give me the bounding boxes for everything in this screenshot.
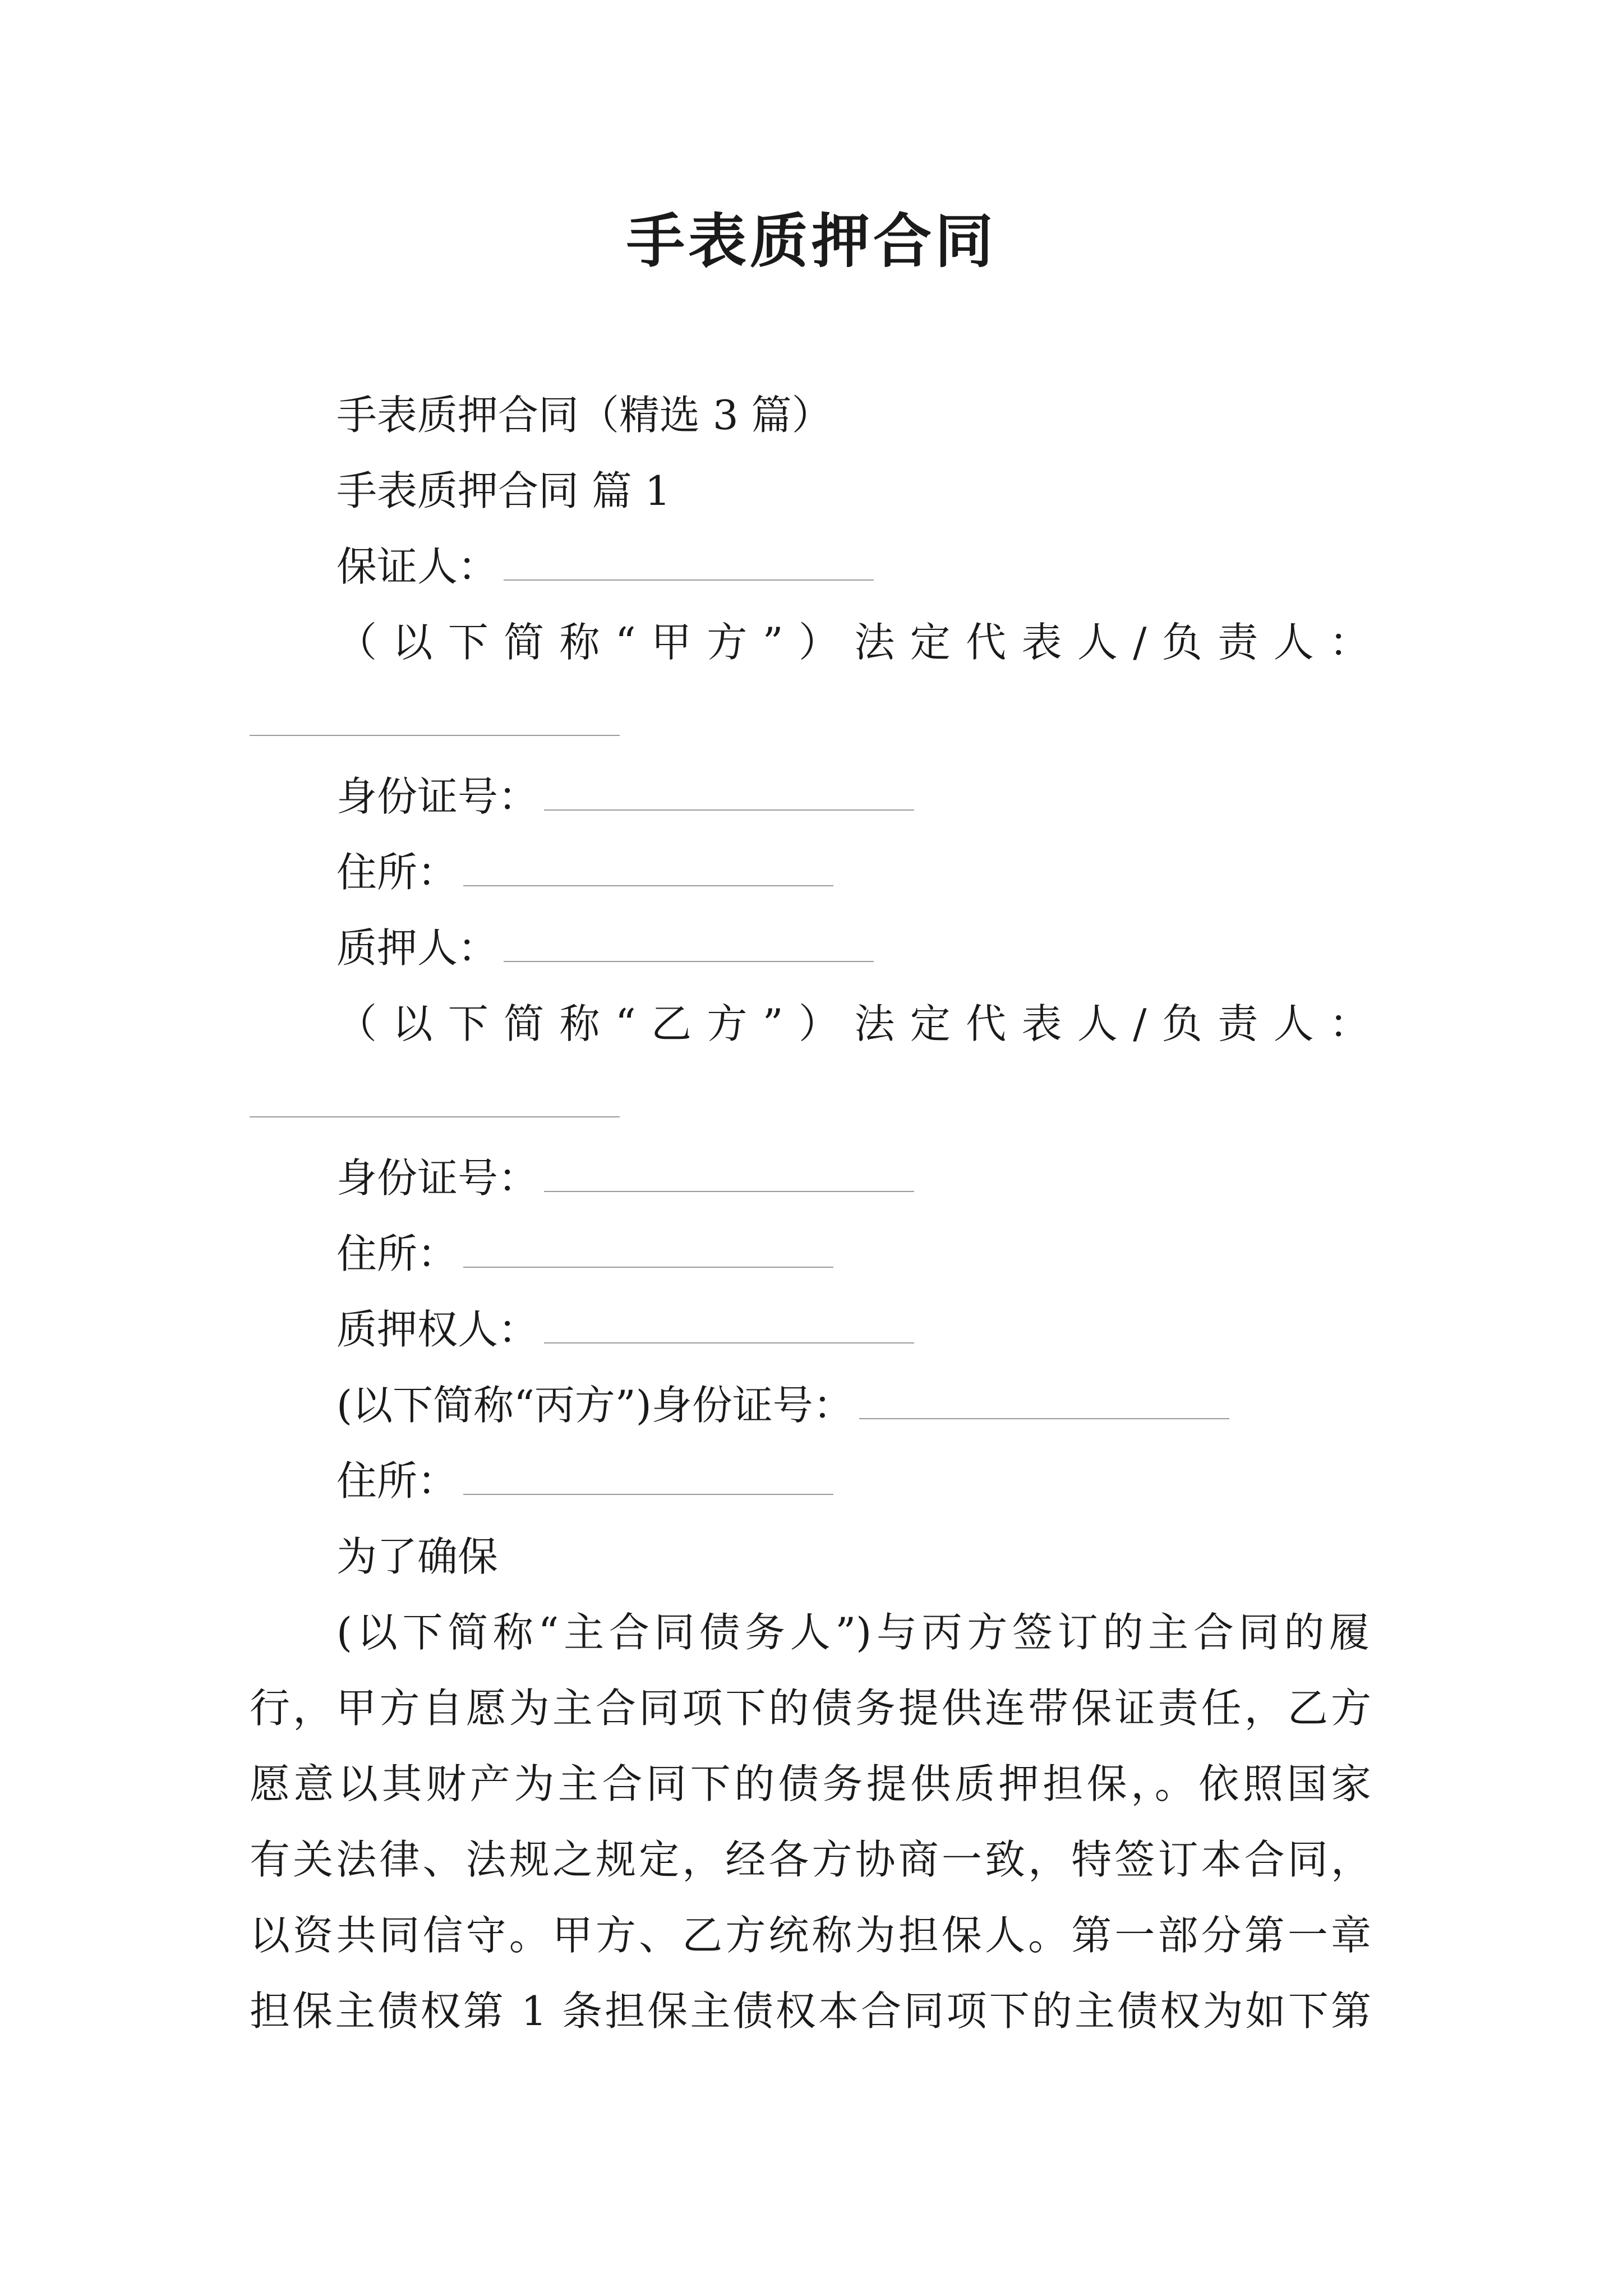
id-number-label-2: 身份证号： — [336, 1154, 539, 1202]
body-line-2: (以下简称“主合同债务人”)与丙方签订的主合同的履 — [336, 1609, 1370, 1656]
pledgor-label: 质押人： — [336, 924, 499, 972]
document-title: 手表质押合同 — [626, 206, 997, 275]
spaced-char: ） — [798, 619, 839, 666]
spaced-char: / — [1133, 619, 1147, 666]
address-label-1: 住所： — [336, 849, 458, 896]
spaced-char: 表 — [1021, 619, 1062, 666]
spaced-char: （ — [336, 1000, 377, 1047]
spaced-char: ： — [1329, 1000, 1370, 1047]
guarantor-blank — [504, 578, 874, 581]
party-b-rep-blank — [250, 1116, 620, 1117]
party-c-id-blank — [859, 1417, 1229, 1419]
document-subtitle: 手表质押合同（精选 3 篇） — [336, 392, 832, 439]
spaced-char: 甲 — [651, 619, 692, 666]
spaced-char: 下 — [448, 619, 488, 666]
id-number-field-2 — [336, 1150, 914, 1206]
id-number-blank-1 — [544, 808, 914, 811]
spaced-char: ” — [762, 619, 783, 666]
spaced-char: 法 — [854, 1000, 895, 1047]
body-line-4: 愿意以其财产为主合同下的债务提供质押担保，。依照国家 — [250, 1760, 1371, 1807]
spaced-char: “ — [615, 619, 636, 666]
spaced-char: 人 — [1273, 619, 1314, 666]
body-line-5: 有关法律、法规之规定，经各方协商一致，特签订本合同， — [250, 1836, 1371, 1883]
spaced-char: 简 — [504, 619, 545, 666]
spaced-char: 简 — [504, 1000, 545, 1047]
spaced-char: 责 — [1218, 1000, 1258, 1047]
spaced-char: ” — [762, 1000, 783, 1047]
spaced-char: 下 — [448, 1000, 488, 1047]
spaced-char: 以 — [392, 1000, 433, 1047]
address-field-1 — [336, 844, 833, 900]
spaced-char: 人 — [1273, 1000, 1314, 1047]
section-heading: 手表质押合同 篇 1 — [336, 467, 671, 514]
guarantor-field — [336, 539, 874, 595]
spaced-char: 定 — [910, 619, 951, 666]
spaced-char: 方 — [707, 1000, 748, 1047]
body-line-6: 以资共同信守。甲方、乙方统称为担保人。第一部分第一章 — [250, 1912, 1371, 1959]
address-blank-3 — [463, 1493, 833, 1495]
spaced-char: 称 — [559, 1000, 600, 1047]
spaced-char: （ — [336, 619, 377, 666]
pledgee-label: 质押权人： — [336, 1306, 539, 1353]
body-line-3: 行，甲方自愿为主合同项下的债务提供连带保证责任，乙方 — [250, 1685, 1371, 1732]
id-number-blank-2 — [544, 1190, 914, 1192]
address-label-2: 住所： — [336, 1230, 458, 1277]
spaced-char: 代 — [966, 1000, 1007, 1047]
spaced-char: ： — [1329, 619, 1370, 666]
address-blank-2 — [463, 1266, 833, 1268]
pledgee-blank — [544, 1341, 914, 1343]
spaced-char: 以 — [392, 619, 433, 666]
spaced-char: 负 — [1161, 619, 1202, 666]
address-field-3 — [336, 1453, 833, 1509]
spaced-char: / — [1133, 1000, 1147, 1047]
pledgee-field — [336, 1301, 914, 1358]
address-blank-1 — [463, 884, 833, 886]
guarantor-label: 保证人： — [336, 543, 499, 590]
party-c-id-label: (以下简称“丙方”)身份证号： — [336, 1382, 854, 1429]
address-label-3: 住所： — [336, 1457, 458, 1504]
id-number-label-1: 身份证号： — [336, 773, 539, 820]
body-line-7: 担保主债权第 1 条担保主债权本合同项下的主债权为如下第 — [250, 1987, 1371, 2035]
body-line-1: 为了确保 — [336, 1533, 499, 1580]
spaced-char: ） — [798, 1000, 839, 1047]
spaced-char: 表 — [1021, 1000, 1062, 1047]
spaced-char: 法 — [854, 619, 895, 666]
spaced-char: 代 — [966, 619, 1007, 666]
spaced-char: 定 — [910, 1000, 951, 1047]
party-b-rep-label — [336, 996, 1370, 1052]
pledgor-field — [336, 920, 874, 976]
spaced-char: 责 — [1218, 619, 1258, 666]
spaced-char: 人 — [1077, 1000, 1118, 1047]
party-a-rep-label — [336, 614, 1370, 670]
address-field-2 — [336, 1226, 833, 1282]
id-number-field-1 — [336, 769, 914, 825]
pledgor-blank — [504, 960, 874, 962]
spaced-char: 人 — [1077, 619, 1118, 666]
spaced-char: 称 — [559, 619, 600, 666]
spaced-char: “ — [615, 1000, 636, 1047]
spaced-char: 方 — [707, 619, 748, 666]
party-a-rep-blank — [250, 735, 620, 736]
party-c-id-field — [336, 1377, 1229, 1433]
spaced-char: 负 — [1161, 1000, 1202, 1047]
spaced-char: 乙 — [651, 1000, 692, 1047]
